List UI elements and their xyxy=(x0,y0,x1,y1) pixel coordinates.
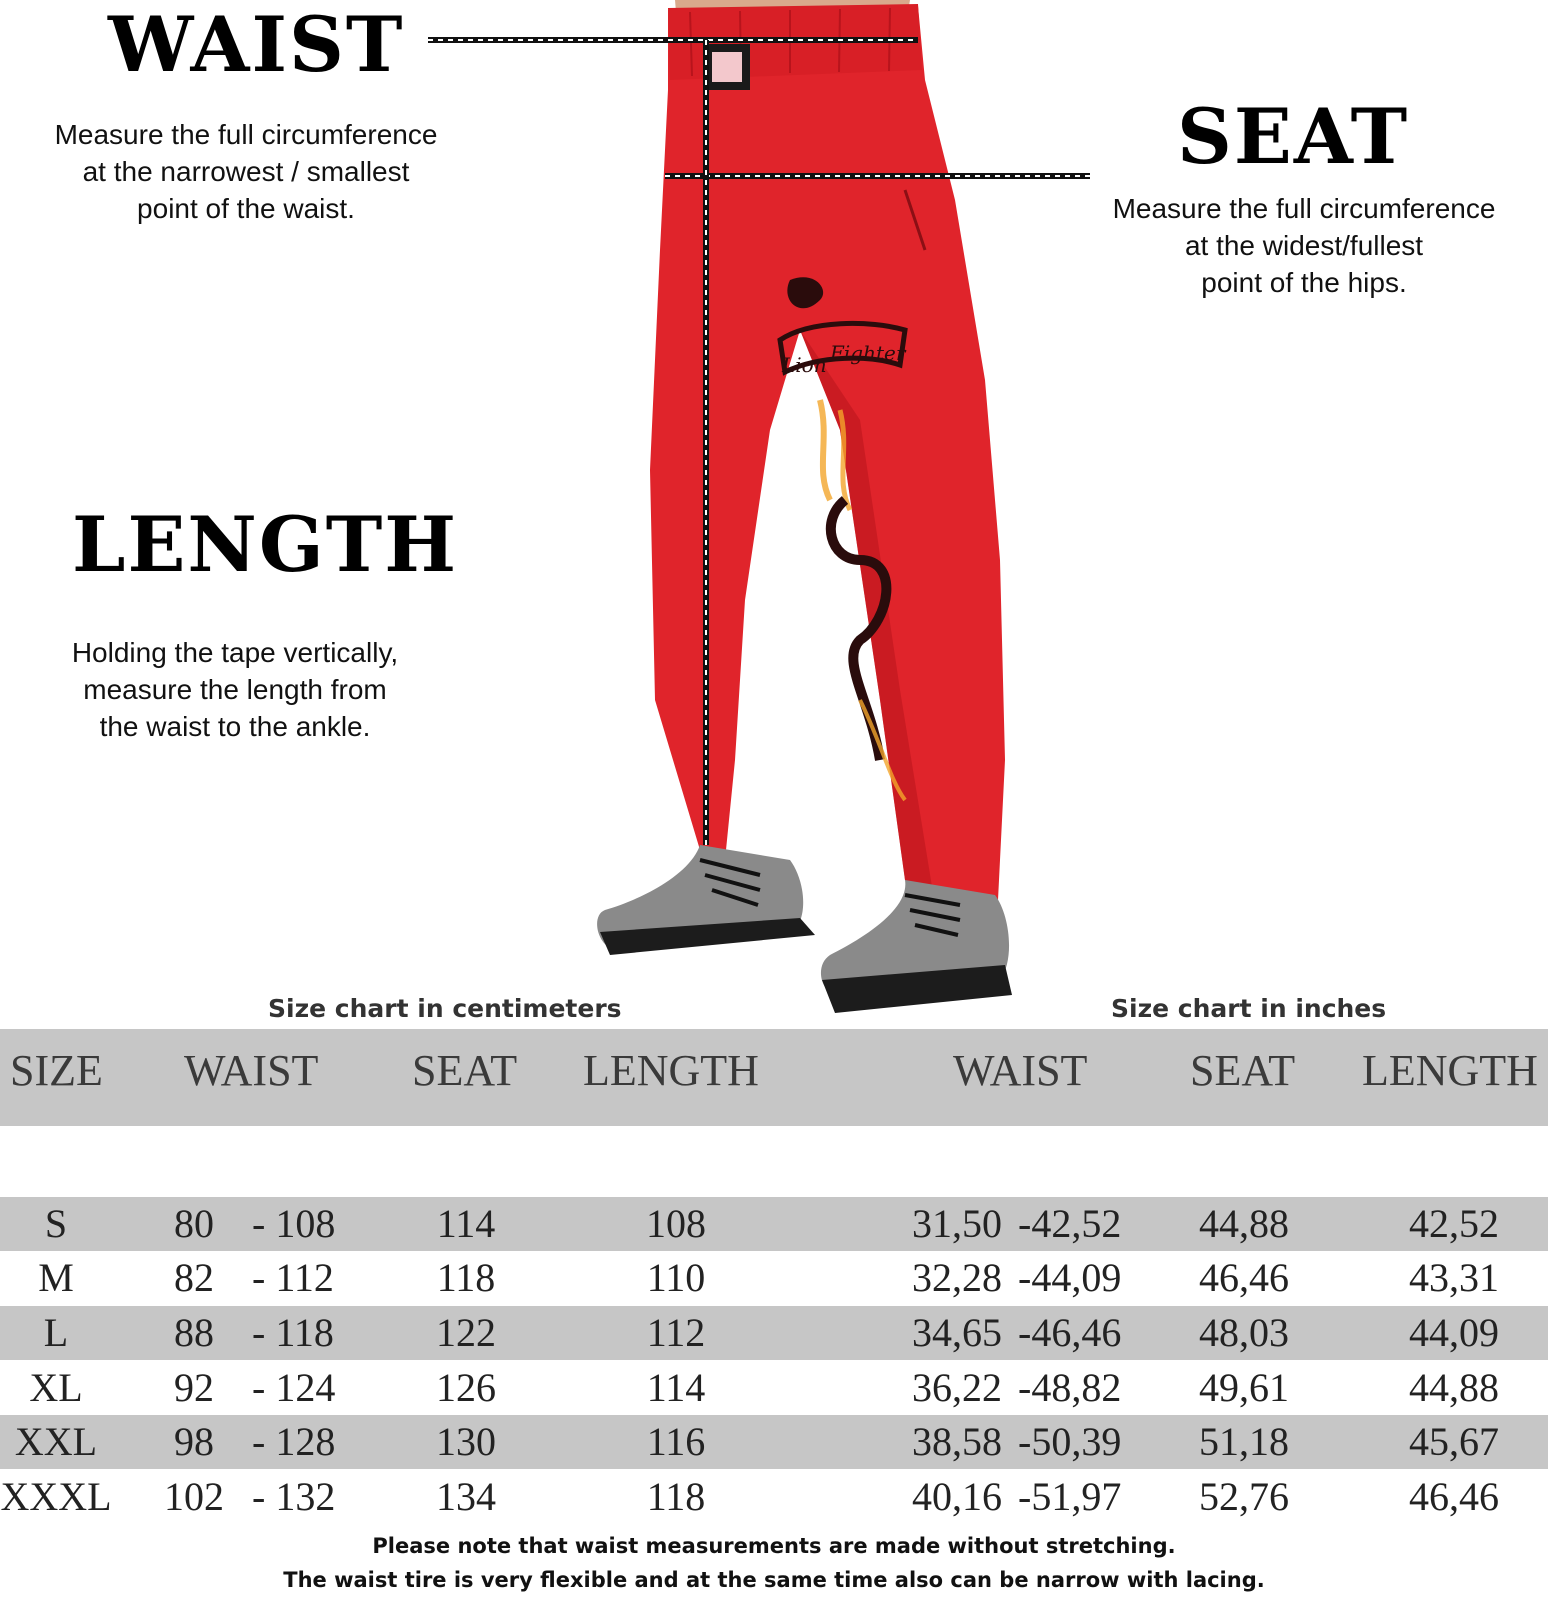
caption-inches: Size chart in inches xyxy=(1111,994,1387,1023)
length-heading: LENGTH xyxy=(72,500,459,589)
cell-size: XXXL xyxy=(0,1474,112,1519)
cell-length: 112 xyxy=(646,1310,706,1355)
cell-waist-in-min: 34,65 xyxy=(912,1310,1002,1355)
cell-size: M xyxy=(38,1255,74,1300)
length-description: Holding the tape vertically, measure the length from the waist to the ankle. xyxy=(71,637,399,742)
cell-waist-in-max: -50,39 xyxy=(1018,1419,1122,1464)
cell-seat: 114 xyxy=(436,1201,496,1246)
right-shoe xyxy=(821,880,1012,1013)
cell-size: XXL xyxy=(14,1419,98,1464)
cell-waist-in-max: -44,09 xyxy=(1018,1255,1122,1300)
cell-length-in: 42,52 xyxy=(1409,1201,1499,1246)
cell-waist-max: - 118 xyxy=(252,1310,334,1355)
table-row xyxy=(0,1361,1548,1415)
seat-description: Measure the full circumference at the widest/fullest point of the hips. xyxy=(1112,193,1496,298)
cell-length-in: 46,46 xyxy=(1409,1474,1499,1519)
print-word-1: Lion xyxy=(782,353,827,377)
cell-seat: 122 xyxy=(436,1310,496,1355)
header-waist-cm: WAIST xyxy=(184,1046,319,1095)
table-row xyxy=(0,1415,1548,1469)
cell-seat-in: 46,46 xyxy=(1199,1255,1289,1300)
waist-heading: WAIST xyxy=(108,0,405,89)
cell-waist-in-min: 36,22 xyxy=(912,1365,1002,1410)
table-row xyxy=(0,1251,1548,1305)
cell-waist-min: 98 xyxy=(174,1419,214,1464)
cell-seat-in: 51,18 xyxy=(1199,1419,1289,1464)
cell-waist-max: - 124 xyxy=(252,1365,336,1410)
cell-waist-in-max: -46,46 xyxy=(1018,1310,1122,1355)
cell-seat-in: 52,76 xyxy=(1199,1474,1289,1519)
cell-length: 114 xyxy=(646,1365,706,1410)
cell-seat-in: 48,03 xyxy=(1199,1310,1289,1355)
footnote-lacing: The waist tire is very flexible and at the same time also can be narrow with lacing. xyxy=(283,1568,1265,1592)
table-row xyxy=(0,1197,1548,1251)
header-seat-cm: SEAT xyxy=(412,1046,518,1095)
seat-heading: SEAT xyxy=(1177,92,1410,181)
table-row xyxy=(0,1470,1548,1524)
header-size: SIZE xyxy=(10,1046,103,1095)
cell-size: XL xyxy=(29,1365,83,1410)
cell-waist-in-max: -48,82 xyxy=(1018,1365,1122,1410)
cell-waist-min: 80 xyxy=(174,1201,214,1246)
cell-length-in: 43,31 xyxy=(1409,1255,1499,1300)
header-length-cm: LENGTH xyxy=(583,1046,759,1095)
cell-waist-in-min: 32,28 xyxy=(912,1255,1002,1300)
header-seat-in: SEAT xyxy=(1190,1046,1296,1095)
cell-waist-min: 82 xyxy=(174,1255,214,1300)
cell-waist-max: - 132 xyxy=(252,1474,336,1519)
left-shoe xyxy=(597,845,815,955)
cell-seat: 126 xyxy=(436,1365,496,1410)
cell-seat-in: 49,61 xyxy=(1199,1365,1289,1410)
cell-length-in: 44,09 xyxy=(1409,1310,1499,1355)
waist-description: Measure the full circumference at the narrowest / smallest point of the waist. xyxy=(54,119,438,224)
cell-seat: 130 xyxy=(436,1419,496,1464)
print-word-2: Fighter xyxy=(830,341,906,365)
cell-waist-min: 102 xyxy=(164,1474,224,1519)
table-row xyxy=(0,1306,1548,1360)
cell-waist-max: - 108 xyxy=(252,1201,336,1246)
cell-waist-min: 92 xyxy=(174,1365,214,1410)
cell-waist-max: - 112 xyxy=(252,1255,334,1300)
cell-waist-in-min: 40,16 xyxy=(912,1474,1002,1519)
cell-seat: 134 xyxy=(436,1474,496,1519)
cell-length: 110 xyxy=(646,1255,706,1300)
cell-waist-in-max: -51,97 xyxy=(1018,1474,1122,1519)
cell-length-in: 44,88 xyxy=(1409,1365,1499,1410)
cell-size: L xyxy=(43,1310,69,1355)
cell-length: 118 xyxy=(646,1474,706,1519)
header-waist-in: WAIST xyxy=(953,1046,1088,1095)
cell-seat: 118 xyxy=(436,1255,496,1300)
cell-waist-in-min: 31,50 xyxy=(912,1201,1002,1246)
cell-waist-in-max: -42,52 xyxy=(1018,1201,1122,1246)
cell-seat-in: 44,88 xyxy=(1199,1201,1289,1246)
cell-waist-in-min: 38,58 xyxy=(912,1419,1002,1464)
header-length-in: LENGTH xyxy=(1362,1046,1538,1095)
caption-centimeters: Size chart in centimeters xyxy=(268,994,622,1023)
cell-length: 116 xyxy=(646,1419,706,1464)
cell-waist-min: 88 xyxy=(174,1310,214,1355)
footnote-stretching: Please note that waist measurements are made without stretching. xyxy=(372,1534,1176,1558)
cell-size: S xyxy=(44,1201,68,1246)
cell-length: 108 xyxy=(646,1201,706,1246)
cell-waist-max: - 128 xyxy=(252,1419,336,1464)
cell-length-in: 45,67 xyxy=(1409,1419,1499,1464)
